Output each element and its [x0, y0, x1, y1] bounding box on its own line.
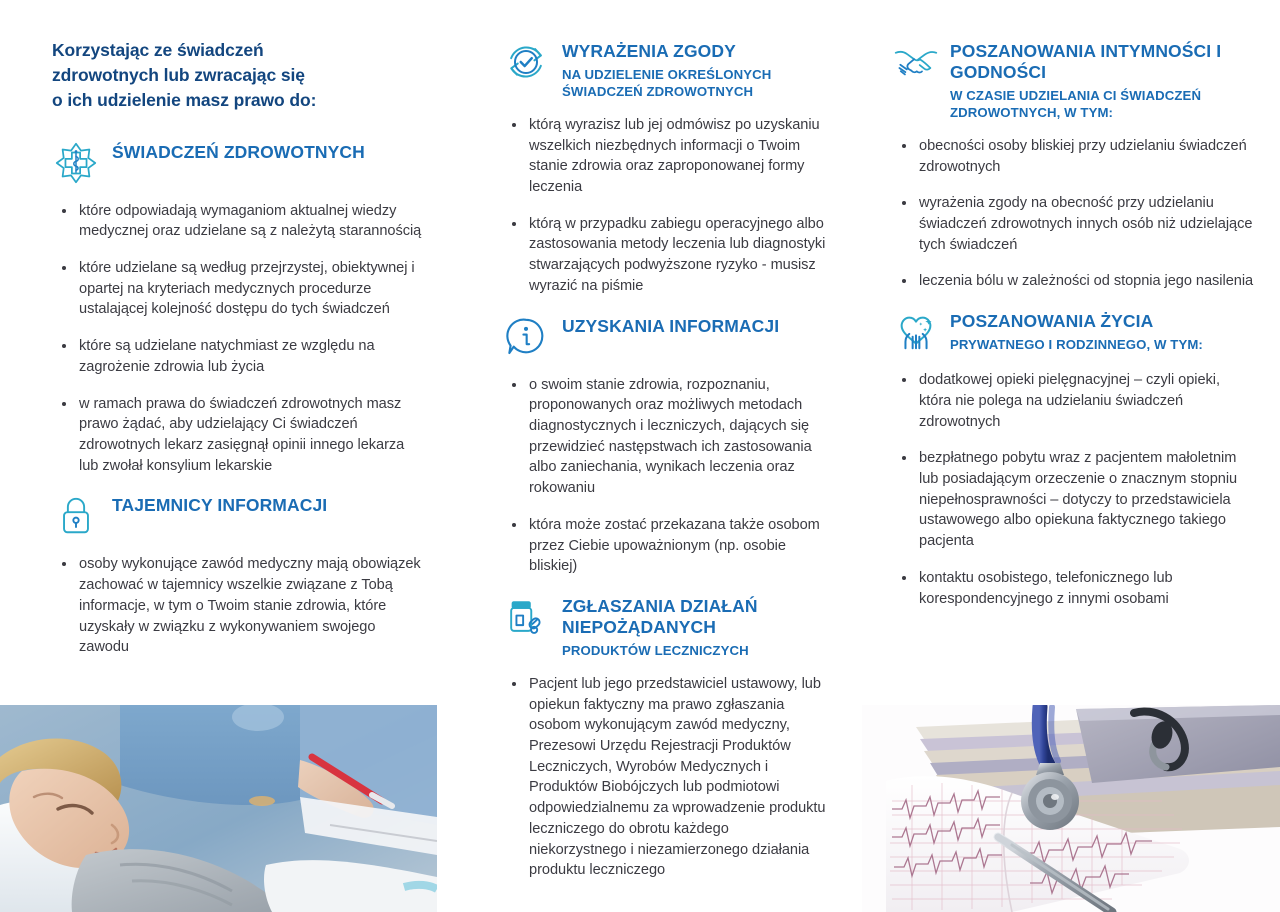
list-item: Pacjent lub jego przedstawiciel ustawowy, lub opiekun faktyczny ma prawo zgłaszania osobom wykonującym zawód medyczny, Prezesowi Urzędu Rejestracji Produktów Leczniczych, Wyrobów Medycznych i Produktów Biobójczych lub podmiotowi odpowiedzialnemu za wprowadzenie produktu leczniczego do obrotu każdego niekorzystnego i niezamierzonego działania produktu leczniczego: [502, 674, 828, 881]
section-titles: [562, 593, 828, 660]
bullet-list: [892, 370, 1256, 609]
bullet-list: [52, 201, 422, 477]
section-zglaszania-dzialan: [502, 593, 828, 881]
list-item: którą w przypadku zabiegu operacyjnego albo zastosowania metody leczenia lub diagnostyki stwarzających podwyższone ryzyko - musisz wyrazić na piśmie: [502, 214, 828, 297]
section-titles: [562, 313, 779, 337]
list-item: które udzielane są według przejrzystej, obiektywnej i opartej na kryteriach medycznych procedurze ustalającej kolejność dostępu do tych świadczeń: [52, 258, 422, 320]
section-subtitle: PRODUKTÓW LECZNICZYCH: [562, 643, 749, 658]
bullet-list: [502, 674, 828, 881]
bullet-list: [502, 375, 828, 577]
section-titles: [950, 38, 1256, 122]
section-header: [52, 139, 422, 187]
check-circle-arrows-icon: [502, 38, 550, 86]
padlock-icon: [52, 492, 100, 540]
section-header: [502, 593, 828, 660]
section-subtitle: PRYWATNEGO I RODZINNEGO, W TYM:: [950, 337, 1203, 353]
list-item: wyrażenia zgody na obecność przy udzielaniu świadczeń zdrowotnych innych osób niż udzielające tych świadczeń: [892, 193, 1256, 255]
list-item: kontaktu osobistego, telefonicznego lub korespondencyjnego z innymi osobami: [892, 568, 1256, 609]
list-item: leczenia bólu w zależności od stopnia jego nasilenia: [892, 271, 1256, 292]
bullet-list: [502, 115, 828, 297]
section-title: UZYSKANIA INFORMACJI: [562, 315, 780, 336]
section-tajemnicy-informacji: [52, 492, 422, 658]
section-swiadczen-zdrowotnych: [52, 139, 422, 477]
list-item: dodatkowej opieki pielęgnacyjnej – czyli opieki, która nie polega na udzielaniu świadczeń zdrowotnych: [892, 370, 1256, 432]
photo-stethoscope-ecg-files: [862, 705, 1280, 912]
section-title: WYRAŻENIA ZGODY: [562, 41, 736, 61]
intro-line-2: zdrowotnych lub zwracając się: [52, 64, 305, 85]
handshake-icon: [892, 38, 940, 86]
list-item: osoby wykonujące zawód medyczny mają obowiązek zachować w tajemnicy wszelkie związane z Tobą informacje, w tym o Twoim stanie zdrowia, które uzyskały w związku z wykonywaniem swojego zawodu: [52, 554, 422, 658]
star-of-life-icon: [52, 139, 100, 187]
section-header: [52, 492, 422, 540]
section-title: ŚWIADCZEŃ ZDROWOTNYCH: [112, 141, 365, 162]
section-subtitle: NA UDZIELENIE OKREŚLONYCH ŚWIADCZEŃ ZDROWOTNYCH: [562, 67, 772, 99]
section-poszanowania-zycia: [892, 308, 1256, 609]
section-subtitle: W CZASIE UDZIELANIA CI ŚWIADCZEŃ ZDROWOTNYCH, W TYM:: [950, 88, 1202, 120]
section-titles: [112, 139, 365, 163]
section-title: POSZANOWANIA ŻYCIA: [950, 311, 1154, 332]
column-2: [440, 0, 840, 897]
bullet-list: [892, 136, 1256, 292]
intro-heading: [52, 38, 422, 113]
section-header: [502, 38, 828, 101]
list-item: w ramach prawa do świadczeń zdrowotnych masz prawo żądać, aby udzielający Ci świadczeń zdrowotnych lekarz zasięgnął opinii innego lekarza lub zwołał konsylium lekarskie: [52, 394, 422, 477]
list-item: którą wyrazisz lub jej odmówisz po uzyskaniu wszelkich niezbędnych informacji o Twoim stanie zdrowia oraz zaproponowanej formy leczenia: [502, 115, 828, 198]
list-item: które są udzielane natychmiast ze względu na zagrożenie zdrowia lub życia: [52, 336, 422, 377]
section-title: TAJEMNICY INFORMACJI: [112, 495, 328, 516]
pill-bottle-icon: [502, 593, 550, 641]
section-header: [502, 313, 828, 361]
info-bubble-icon: [502, 313, 550, 361]
list-item: która może zostać przekazana także osobom przez Ciebie upoważnionym (np. osobie bliskiej): [502, 515, 828, 577]
section-uzyskania-informacji: [502, 313, 828, 577]
intro-line-1: Korzystając ze świadczeń: [52, 40, 264, 60]
section-wyrazenia-zgody: [502, 38, 828, 297]
hands-heart-icon: [892, 308, 940, 356]
section-titles: [562, 38, 828, 101]
list-item: obecności osoby bliskiej przy udzielaniu świadczeń zdrowotnych: [892, 136, 1256, 177]
section-header: [892, 308, 1256, 356]
section-titles: [950, 308, 1203, 354]
intro-line-3: o ich udzielenie masz prawo do:: [52, 89, 317, 110]
section-title: ZGŁASZANIA DZIAŁAŃ NIEPOŻĄDANYCH: [562, 596, 758, 637]
photo-sleeping-child-with-nurse: [0, 705, 437, 912]
section-header: [892, 38, 1256, 122]
list-item: które odpowiadają wymaganiom aktualnej wiedzy medycznej oraz udzielane są z należytą starannością: [52, 201, 422, 242]
list-item: o swoim stanie zdrowia, rozpoznaniu, proponowanych oraz możliwych metodach diagnostycznych i leczniczych, dających się przewidzieć następstwach ich zastosowania albo zaniechania, wynikach leczenia oraz rokowaniu: [502, 375, 828, 499]
bullet-list: [52, 554, 422, 658]
section-poszanowania-intymnosci: [892, 38, 1256, 292]
list-item: bezpłatnego pobytu wraz z pacjentem małoletnim lub posiadającym orzeczenie o znacznym stopniu niepełnosprawności – dotyczy to przedstawiciela ustawowego albo opiekuna faktycznego takiego pacjenta: [892, 448, 1256, 552]
section-title: POSZANOWANIA INTYMNOŚCI I GODNOŚCI: [950, 41, 1222, 82]
section-titles: [112, 492, 327, 516]
